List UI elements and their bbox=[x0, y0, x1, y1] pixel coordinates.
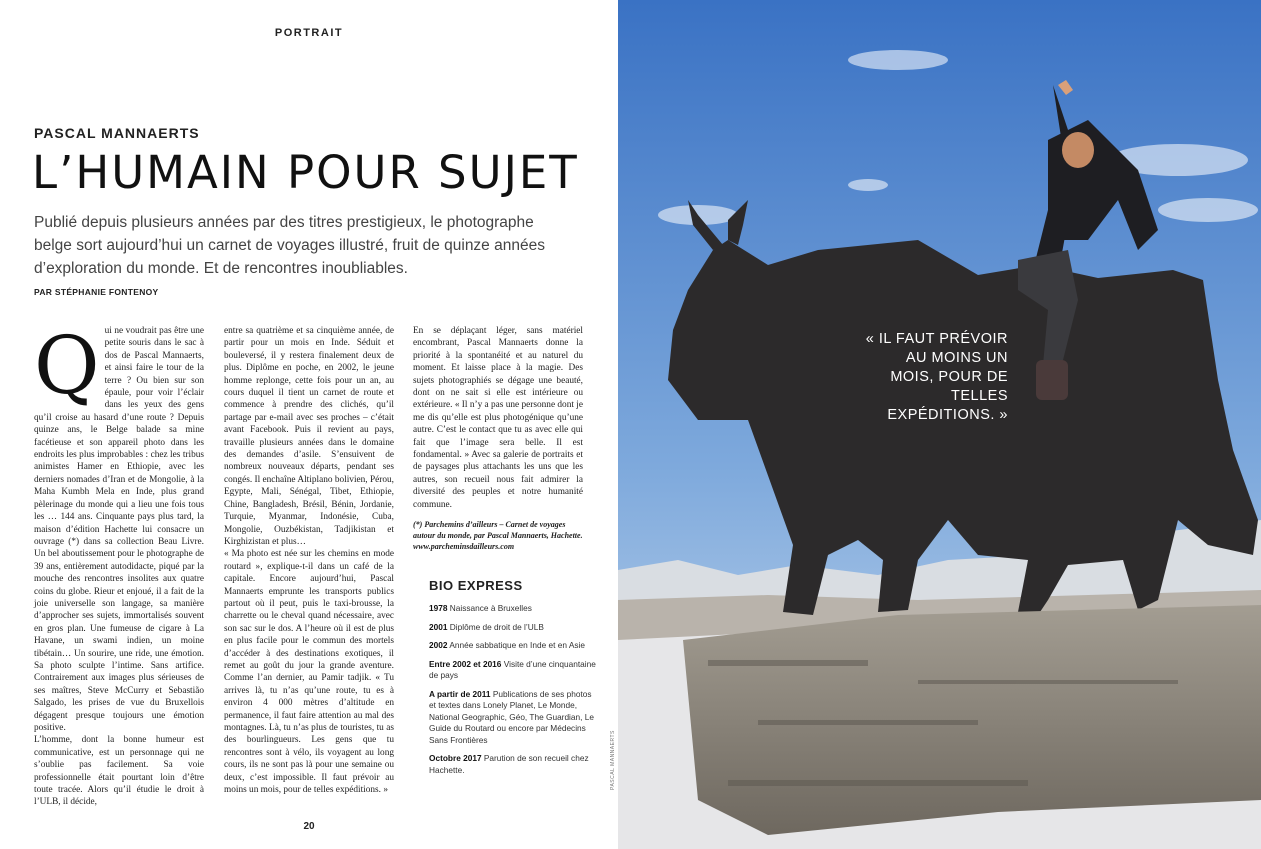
bio-text: Publications de ses photos et textes dans Lonely Planet, Le Monde, National Geographic, Géo, The Guardian, Le Guide du Routard ou encore par Médecins Sans Frontières bbox=[429, 688, 594, 745]
drop-cap: Q bbox=[34, 319, 100, 412]
paragraph bbox=[34, 319, 204, 734]
bio-item bbox=[429, 603, 599, 615]
bio-year: Octobre 2017 bbox=[429, 753, 482, 763]
article-column-2 bbox=[224, 325, 394, 796]
photo-credit: PASCAL MANNAERTS bbox=[610, 730, 616, 790]
paragraph-text: ui ne voudrait pas être une petite souris dans le sac à dos de Pascal Mannaerts, et ainsi faire le tour de la terre ? Ou bien sur son épaule, pour voir l’éclair dans les yeux des gens qu’il croise au hasard d’une route ? Depuis quinze ans, le Belge balade sa mine facétieuse et son appareil photo dans les endroits les plus improbables : chez les tribus animistes Hamer en Ethiopie, avec les derniers nomades d’Iran et de Mongolie, à la Maha Kumbh Mela en Inde, plus grand pèlerinage du monde qui a lieu une fois tous les … 144 ans. Cinquante pays plus tard, la maison d’édition Hachette lui consacre un ouvrage (*) dans sa collection Beau Livre. Un bel aboutissement pour le photographe de 39 ans, entièrement autodidacte, piqué par la mouche des rencontres insolites aux quatre coins du globe. Rieur et enjoué, il a fait de la joie universelle son langage, sa manière d’approcher ses sujets, immortalisés souvent en gros plan. Une fumeuse de cigare à La Havane, un swami indien, un moine tibétain… Un sourire, une ride, une émotion. Sa photo sculpte l’intime. Sans artifice. Contrairement aux images plus sérieuses de ses maîtres, Steve McCurry et Sebastião Salgado, les prises de vue du Bruxellois dégagent presque toujours une émotion positive. bbox=[34, 326, 204, 733]
paragraph: entre sa quatrième et sa cinquième année, de partir pour un mois en Inde. Séduit et bouleversé, il y restera finalement deux de plus. Diplôme en poche, en 2002, le jeune homme replonge, cette fois pour un an, au cours duquel il tient un carnet de route et commence à prendre des clichés, qu’il partage par e-mail avec ses proches – c’était avant Facebook. Puis il revient au pays, travaille plusieurs années dans le domaine des demandes d’asile. S’ensuivent de nombreux nouveaux départs, pendant ses congés. Il enchaîne Altiplano bolivien, Pérou, Egypte, Mali, Sénégal, Tibet, Ethiopie, Chine, Bangladesh, Brésil, Bénin, Jordanie, Turquie, Myanmar, Indonésie, Cuba, Mongolie, Ouzbékistan, Tadjikistan et Kirghizistan et plus… bbox=[224, 326, 394, 547]
standfirst: Publié depuis plusieurs années par des titres prestigieux, le photographe belge sort aujourd’hui un carnet de voyages illustré, fruit de quinze années d’exploration du monde. Et de rencontres inoubliables. bbox=[34, 214, 545, 277]
bio-item bbox=[429, 659, 599, 682]
bio-year: 1978 bbox=[429, 603, 448, 613]
left-page bbox=[0, 0, 618, 849]
bio-item bbox=[429, 640, 599, 652]
paragraph: L’homme, dont la bonne humeur est communicative, est un personnage qui ne s’oublie pas facilement. Sa voie professionnelle était pourtant loin d’être toute tracée. Alors qu’il étudie le droit à l’ULB, il décide, bbox=[34, 735, 204, 808]
bio-year: A partir de 2011 bbox=[429, 688, 491, 699]
bio-item bbox=[429, 753, 599, 776]
photo-page bbox=[610, 0, 1261, 849]
bio-express-box bbox=[429, 578, 599, 783]
bio-text: Visite d’une cinquantaine de pays bbox=[429, 658, 596, 680]
bio-item bbox=[429, 622, 599, 634]
page-number: 20 bbox=[303, 821, 315, 832]
kicker: PASCAL MANNAERTS bbox=[34, 125, 200, 141]
paragraph: « Ma photo est née sur les chemins en mode routard », explique-t-il dans un café de la capitale. Encore aujourd’hui, Pascal Mannaerts emprunte les transports publics partout où il peut, puis le taxi-brousse, la charrette ou le cheval quand nécessaire, avec son sac sur le dos. A l’heure où il est de plus en plus facile pour le commun des mortels d’accéder à des destinations exotiques, il remet au goût du jour la grande aventure. Comme l’an dernier, au Pamir tadjik. « Tu arrives là, tu n’as qu’une route, tu es à environ 4 000 mètres d’altitude en permanence, il faut faire attention au mal des montagnes. Là, tu n’as plus de touristes, tu as des bourlingueurs. Les gens que tu rencontres sont à vélo, ils voyagent au long cours, ils ne sont pas là pour une semaine ou deux, c’est impossible. Il faut prévoir au moins un mois, pour de telles expéditions. » bbox=[224, 549, 394, 796]
byline: PAR STÉPHANIE FONTENOY bbox=[34, 287, 159, 297]
bio-text: Naissance à Bruxelles bbox=[449, 603, 532, 613]
pull-quote: « IL FAUT PRÉVOIR AU MOINS UN MOIS, POUR DE TELLES EXPÉDITIONS. » bbox=[865, 331, 1008, 423]
bio-text: Diplôme de droit de l’ULB bbox=[449, 621, 544, 632]
article-column-3 bbox=[413, 325, 583, 552]
bio-text: Parution de son recueil chez Hachette. bbox=[429, 753, 589, 775]
bio-year: 2002 bbox=[429, 640, 448, 650]
article-column-1 bbox=[34, 319, 204, 809]
bio-year: 2001 bbox=[429, 621, 448, 632]
bio-item bbox=[429, 689, 599, 747]
paragraph: En se déplaçant léger, sans matériel encombrant, Pascal Mannaerts donne la priorité à la spontanéité et au naturel du moment. Et laisse place à la magie. Des sujets photographiés se dégage une beauté, dont on ne sait si elle est intérieure ou extérieure. « Il n’y a pas une personne dont je me dis qu’elle est plus photogénique qu’une autre. C’est le contact que tu as avec elle qui fait que l’image sera belle. Il est fondamental. » Avec sa galerie de portraits et de paysages plus attachants les uns que les autres, son recueil nous fait admirer la diversité des peuples et notre humanité commune. bbox=[413, 326, 583, 510]
headline: L’HUMAIN POUR SUJET bbox=[32, 146, 579, 199]
footnote: (*) Parchemins d’ailleurs – Carnet de voyages autour du monde, par Pascal Mannaerts, Hachette. www.parcheminsdailleurs.com bbox=[413, 520, 583, 552]
bio-text: Année sabbatique en Inde et en Asie bbox=[449, 640, 585, 650]
bio-title: BIO EXPRESS bbox=[429, 578, 523, 593]
section-label: PORTRAIT bbox=[274, 27, 344, 39]
bio-year: Entre 2002 et 2016 bbox=[429, 658, 502, 669]
